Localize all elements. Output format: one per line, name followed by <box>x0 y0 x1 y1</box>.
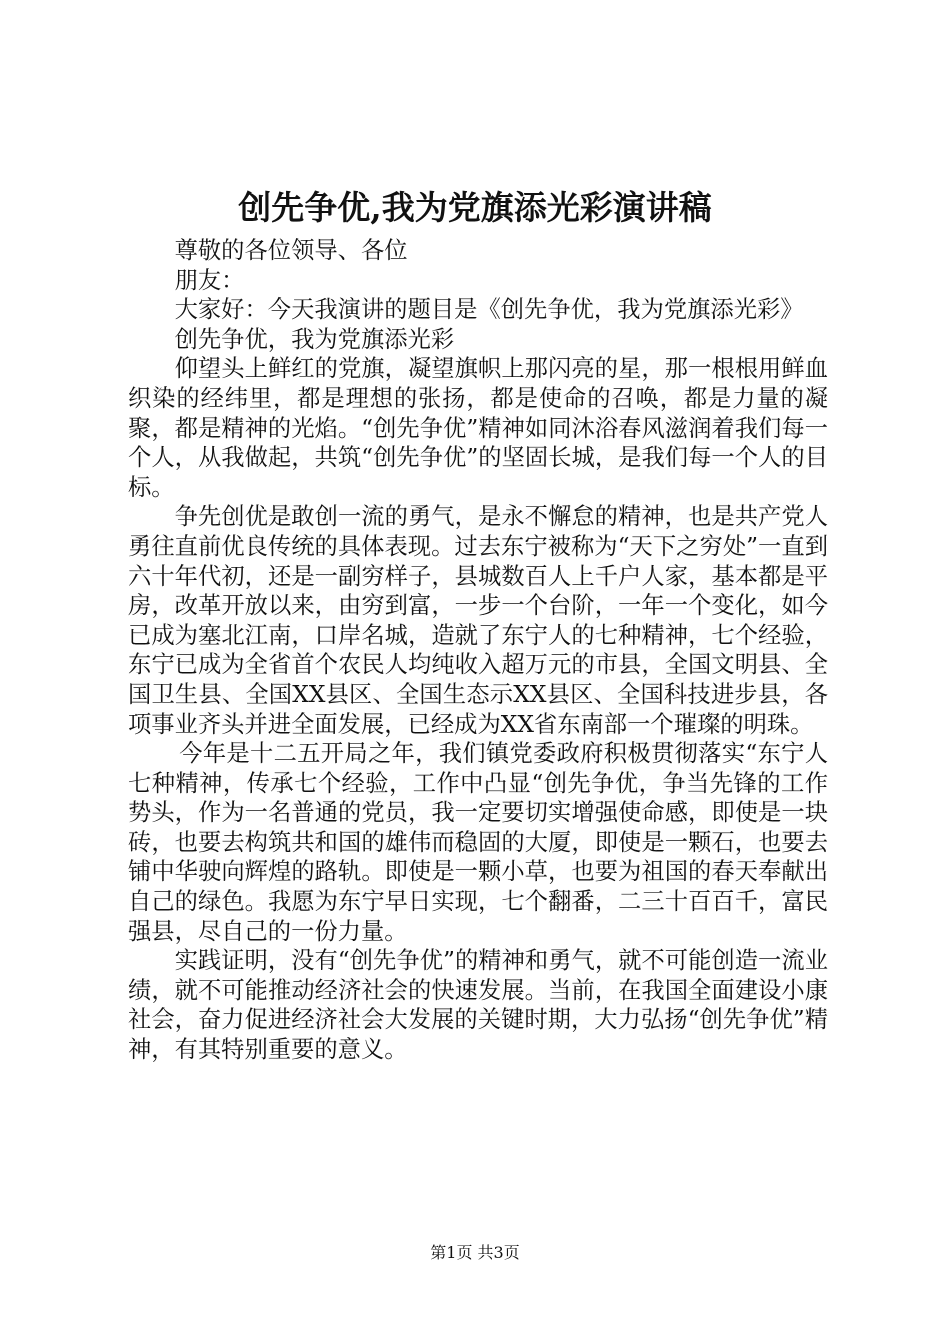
body-paragraph-4: 实践证明，没有“创先争优”的精神和勇气，就不可能创造一流业绩，就不可能推动经济社会的快速发展。当前，在我国全面建设小康社会，奋力促进经济社会大发展的关键时期，大力弘扬“创先争优”精神，有其特别重要的意义。 <box>128 947 828 1064</box>
speech-subtitle: 创先争优，我为党旗添光彩 <box>174 325 455 353</box>
document-title: 创先争优,我为党旗添光彩演讲稿 <box>238 188 712 227</box>
body-paragraph-1: 仰望头上鲜红的党旗，凝望旗帜上那闪亮的星，那一根根用鲜血织染的经纬里，都是理想的张扬，都是使命的召唤，都是力量的凝聚，都是精神的光焰。“创先争优”精神如同沐浴春风滋润着我们每一个人，从我做起，共筑“创先争优”的坚固长城，是我们每一个人的目标。 <box>128 355 828 501</box>
salutation-line-1: 尊敬的各位领导、各位 <box>174 237 408 264</box>
page-number-footer: 第1页 共3页 <box>430 1243 520 1262</box>
body-paragraph-3: 今年是十二五开局之年，我们镇党委政府积极贯彻落实“东宁人七种精神，传承七个经验，工作中凸显“创先争优，争当先锋的工作势头，作为一名普通的党员，我一定要切实增强使命感，即使是一块砖，也要去构筑共和国的雄伟而稳固的大厦，即使是一颗石，也要去铺中华驶向辉煌的路轨。即使是一颗小草，也要为祖国的春天奉献出自己的绿色。我愿为东宁早日实现，七个翻番，二三十百百千，富民强县，尽自己的一份力量。 <box>128 740 828 945</box>
salutation-line-2: 朋友： <box>174 266 245 294</box>
body-paragraph-2: 争先创优是敢创一流的勇气，是永不懈怠的精神，也是共产党人勇往直前优良传统的具体表现。过去东宁被称为“天下之穷处”一直到六十年代初，还是一副穷样子，县城数百人上千户人家，基本都是平房，改革开放以来，由穷到富，一步一个台阶，一年一个变化，如今已成为塞北江南，口岸名城，造就了东宁人的七种精神，七个经验，东宁已成为全省首个农民人均纯收入超万元的市县，全国文明县、全国卫生县、全国XX县区、全国生态示XX县区、全国科技进步县，各项事业齐头并进全面发展，已经成为XX省东南部一个璀璨的明珠。 <box>128 503 828 738</box>
document-body <box>128 236 828 1065</box>
opening-paragraph: 大家好：今天我演讲的题目是《创先争优，我为党旗添光彩》 <box>174 296 804 324</box>
